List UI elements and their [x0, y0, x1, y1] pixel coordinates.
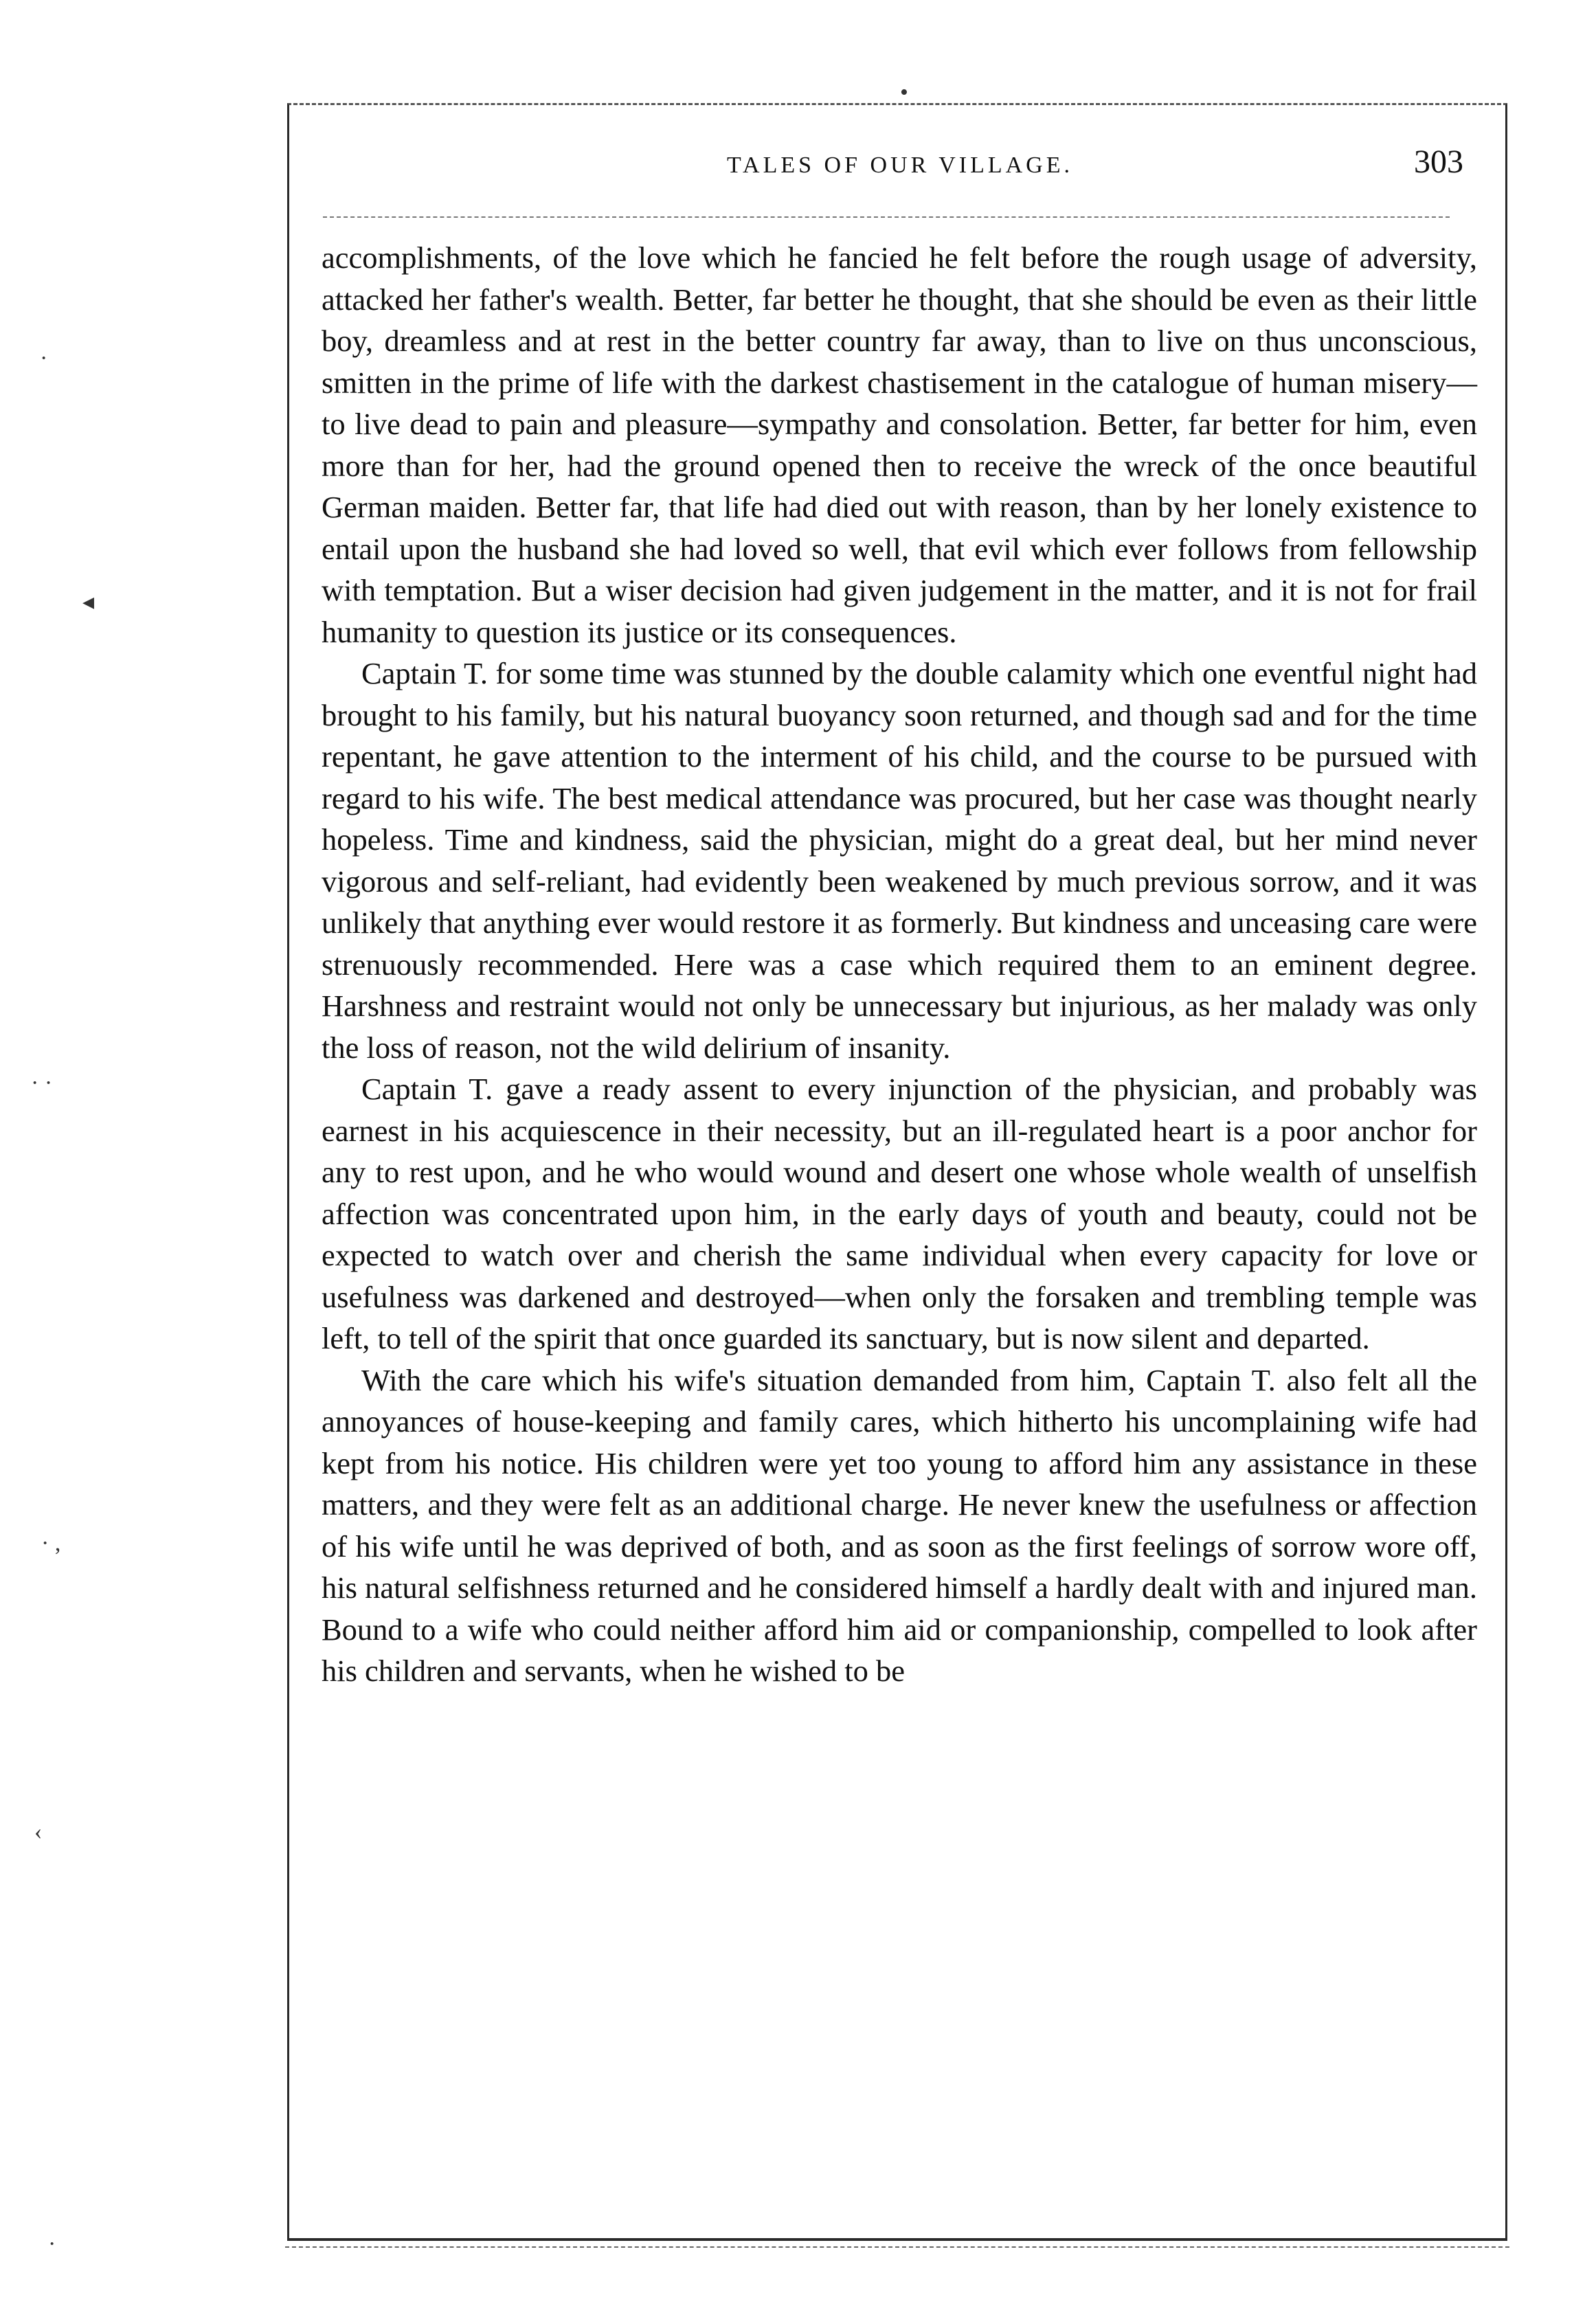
body-text	[322, 237, 1477, 1692]
paragraph-continued: accomplishments, of the love which he fancied he felt before the rough usage of adversity, attacked her father's wealth. Better, far better he thought, that she should be even as their little boy, dreamless and at rest in the better country far away, than to live on thus unconscious, smitten in the prime of life with the darkest chastisement in the catalogue of human misery—to live dead to pain and pleasure—sympathy and consolation. Better, far better for him, even more than for her, had the ground opened then to receive the wreck of the once beautiful German maiden. Better far, that life had died out with reason, than by her lonely existence to entail upon the husband she had loved so well, that evil which ever follows from fellowship with temptation. But a wiser decision had given judgement in the matter, and it is not for frail humanity to question its justice or its consequences.	[322, 240, 1477, 649]
header-rule	[323, 216, 1450, 218]
paragraph: With the care which his wife's situation demanded from him, Captain T. also felt all the annoyances of house-keeping and family cares, which hitherto his uncomplaining wife had kept from his notice. His children were yet too young to afford him any assistance in these matters, and they were felt as an additional charge. He never knew the usefulness or affection of his wife until he was deprived of both, and as soon as the first feelings of sorrow wore off, his natural selfishness returned and he considered himself a hardly dealt with and injured man. Bound to a wife who could neither afford him aid or companionship, compelled to look after his children and servants, when he wished to be	[322, 1362, 1477, 1688]
paragraph: Captain T. gave a ready assent to every injunction of the physician, and probably was earnest in his acquiescence in their necessity, but an ill-regulated heart is a poor anchor for any to rest upon, and he who would wound and desert one whose whole wealth of unselfish affection was concentrated upon him, in the early days of youth and beauty, could not be expected to watch over and cherish the same individual when every capacity for love or usefulness was darkened and destroyed—when only the forsaken and trembling temple was left, to tell of the spirit that once guarded its sanctuary, but is now silent and departed.	[322, 1072, 1477, 1355]
scan-speck: ·	[40, 346, 48, 371]
scan-speck: · ,	[41, 1531, 61, 1556]
page-number: 303	[1414, 144, 1463, 180]
scan-speck: ‹	[34, 1819, 43, 1844]
scan-speck: · ·	[31, 1070, 53, 1096]
paragraph: Captain T. for some time was stunned by the double calamity which one eventful night had brought to his family, but his natural buoyancy soon returned, and though sad and for the time repentant, he gave attention to the interment of his child, and the course to be pursued with regard to his wife. The best medical attendance was procured, but her case was thought nearly hopeless. Time and kindness, said the physician, might do a great deal, but her mind never vigorous and self-reliant, had evidently been weakened by much previous sorrow, and it was unlikely that anything ever would restore it as formerly. But kindness and unceasing care were strenuously recommended. Here was a case which required them to an eminent degree. Harshness and restraint would not only be unnecessary but injurious, as her malady was only the loss of reason, not the wild delirium of insanity.	[322, 656, 1477, 1065]
scan-speck: •	[900, 80, 908, 105]
scan-speck: ◂	[82, 589, 95, 615]
running-title: TALES OF OUR VILLAGE.	[727, 153, 1073, 178]
running-head	[323, 143, 1477, 191]
scan-speck: ·	[48, 2231, 56, 2257]
